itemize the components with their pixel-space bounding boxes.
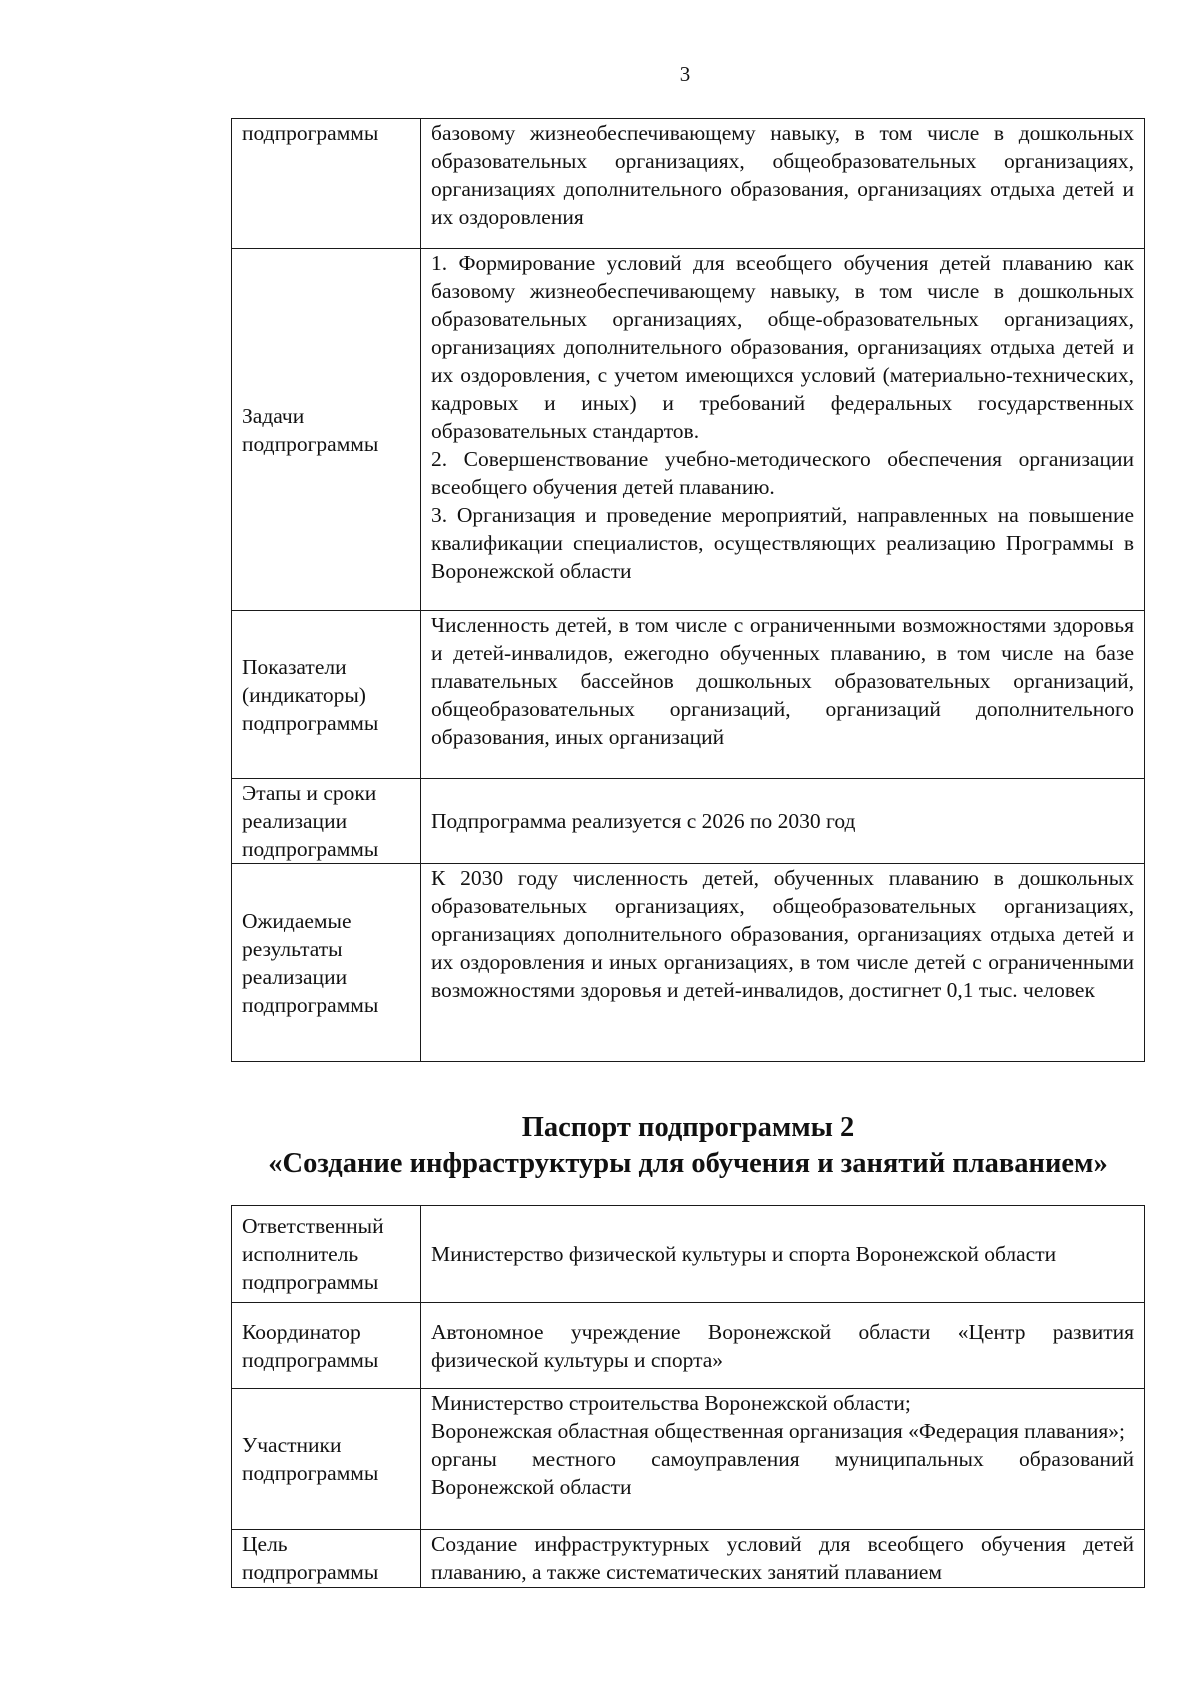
- row-label: Этапы и сроки реализации подпрограммы: [232, 779, 421, 864]
- row-label: Ответственный исполнитель подпрограммы: [232, 1206, 421, 1303]
- subprogram-1-passport-table-continued: [231, 118, 1145, 1062]
- row-value: [421, 249, 1145, 611]
- table-row: [232, 1389, 1145, 1530]
- value-paragraph: Создание инфраструктурных условий для всеобщего обучения детей плаванию, а также систематических занятий плаванием: [431, 1532, 1134, 1584]
- row-label: Ожидаемые результаты реализации подпрограммы: [232, 864, 421, 1062]
- heading-line-2: «Создание инфраструктуры для обучения и занятий плаванием»: [268, 1148, 1108, 1179]
- row-value: [421, 1389, 1145, 1530]
- row-label: Задачи подпрограммы: [232, 249, 421, 611]
- value-paragraph: Министерство строительства Воронежской области;: [431, 1391, 911, 1415]
- row-value: [421, 1303, 1145, 1389]
- row-label: Участники подпрограммы: [232, 1389, 421, 1530]
- table-row: [232, 119, 1145, 249]
- value-paragraph: базовому жизнеобеспечивающему навыку, в том числе в дошкольных образовательных организациях, общеобразовательных организациях, организациях дополнительного образования, организациях отдыха детей и их оздоровления: [431, 121, 1134, 229]
- table-row: [232, 1206, 1145, 1303]
- table-row: [232, 779, 1145, 864]
- value-paragraph: Автономное учреждение Воронежской области «Центр развития физической культуры и спорта»: [431, 1319, 1134, 1372]
- heading-line-1: Паспорт подпрограммы 2: [521, 1112, 855, 1143]
- value-paragraph: Министерство физической культуры и спорта Воронежской области: [431, 1242, 1057, 1266]
- table-row: [232, 249, 1145, 611]
- page-number: 3: [679, 62, 691, 86]
- value-paragraph: Численность детей, в том числе с ограниченными возможностями здоровья и детей-инвалидов, ежегодно обученных плаванию, в том числе на базе плавательных бассейнов дошкольных образовательных организаций, общеобразовательных организаций, организаций дополнительного образования, иных организаций: [431, 613, 1134, 749]
- value-paragraph: 2. Совершенствование учебно-методического обеспечения организации всеобщего обучения детей плаванию.: [431, 447, 1134, 499]
- value-paragraph: 3. Организация и проведение мероприятий, направленных на повышение квалификации специалистов, осуществляющих реализацию Программы в Воронежской области: [431, 503, 1134, 583]
- row-value: [421, 1530, 1145, 1588]
- table-row: [232, 1303, 1145, 1389]
- subprogram-2-heading: [231, 1110, 1145, 1182]
- row-value: [421, 611, 1145, 779]
- row-value: [421, 864, 1145, 1062]
- value-paragraph: К 2030 году численность детей, обученных плаванию в дошкольных образовательных организациях, общеобразовательных организациях, организациях дополнительного образования, организациях отдыха детей и их оздоровления и иных организациях, в том числе детей с ограниченными возможностями здоровья и детей-инвалидов, достигнет 0,1 тыс. человек: [431, 866, 1134, 1002]
- table-row: [232, 864, 1145, 1062]
- table-row: [232, 611, 1145, 779]
- value-paragraph: 1. Формирование условий для всеобщего обучения детей плаванию как базовому жизнеобеспечивающему навыку, в том числе в дошкольных образовательных организациях, обще-образовательных организациях, организациях дополнительного образования, организациях отдыха детей и их оздоровления, с учетом имеющихся условий (материально-технических, кадровых и иных) и требований федеральных государственных образовательных стандартов.: [431, 251, 1134, 443]
- subprogram-2-passport-table: [231, 1205, 1145, 1588]
- row-label: Цель подпрограммы: [232, 1530, 421, 1588]
- row-label: Координатор подпрограммы: [232, 1303, 421, 1389]
- row-label: подпрограммы: [232, 119, 421, 249]
- value-paragraph: Воронежская областная общественная организация «Федерация плавания»;: [431, 1419, 1125, 1443]
- row-value: [421, 119, 1145, 249]
- row-value: [421, 1206, 1145, 1303]
- row-label: Показатели (индикаторы) подпрограммы: [232, 611, 421, 779]
- table-row: [232, 1530, 1145, 1588]
- value-paragraph: Подпрограмма реализуется с 2026 по 2030 год: [431, 809, 856, 833]
- row-value: [421, 779, 1145, 864]
- value-paragraph: органы местного самоуправления муниципальных образований Воронежской области: [431, 1447, 1134, 1499]
